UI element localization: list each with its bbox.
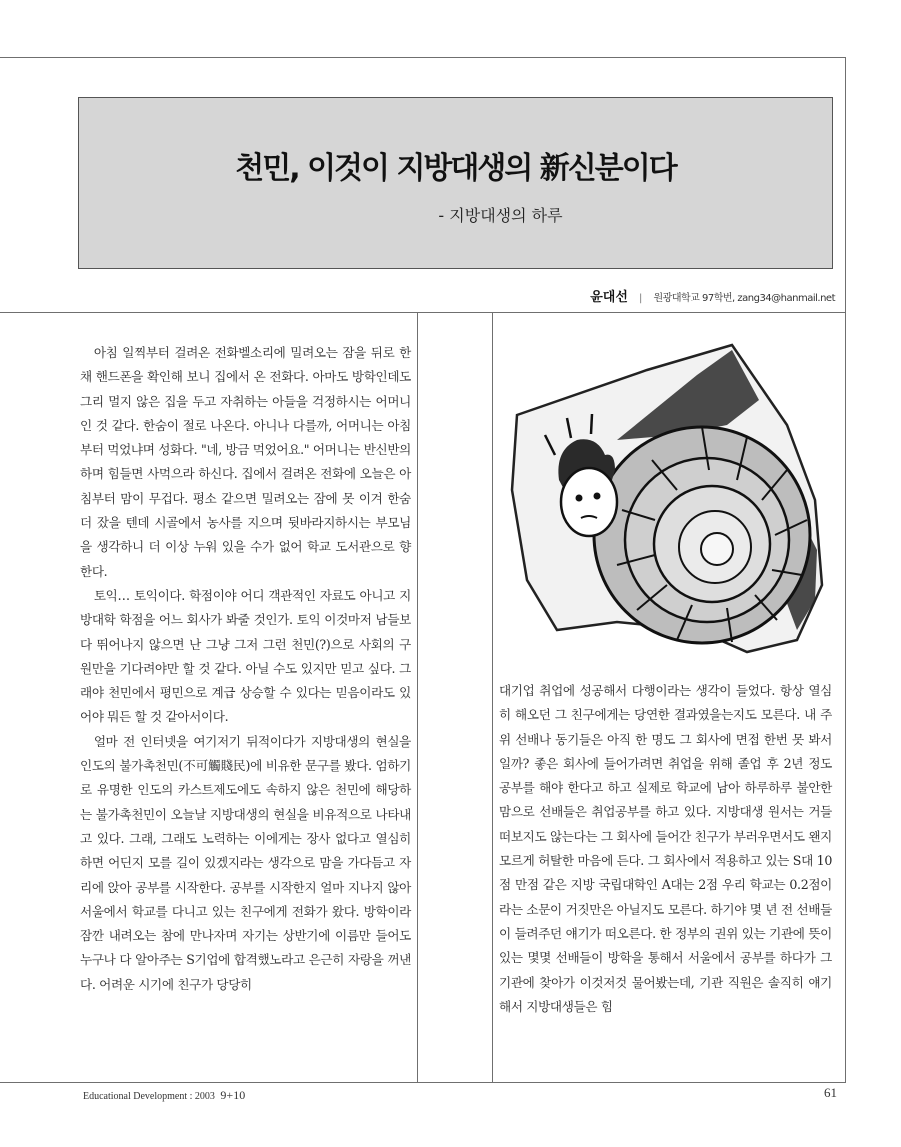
shell-core	[701, 533, 733, 565]
page-number: 61	[824, 1085, 837, 1100]
author-name: 윤대선	[590, 290, 628, 305]
boy-eye	[576, 495, 583, 502]
byline	[590, 286, 835, 305]
paragraph: 대기업 취업에 성공해서 다행이라는 생각이 들었다. 항상 열심히 해오던 그 친구에게는 당연한 결과였을는지도 모른다. 내 주위 선배나 동기들은 아직 한 명도 그 회사에 면접 한번 못 봐서일까? 좋은 회사에 들어가려면 취업을 위해 졸업 후 2년 정도 공부를 해야 한다고 하고 실제로 학교에 남아 하루하루 불안한 맘으로 선배들은 취업공부를 하고 있다. 지방대생 원서는 거들떠보지도 않는다는 그 회사에 들어간 친구가 부러우면서도 왠지 모르게 허탈한 마음에 든다. 그 회사에서 적용하고 있는 S대 10점 만점 같은 지방 국립대학인 A대는 2점 우리 학교는 0.2점이라는 소문이 거짓만은 아닐지도 모른다. 하기야 몇 년 전 선배들이 들려주던 얘기가 떠오른다. 한 정부의 권위 있는 기관에 뜻이 있는 몇몇 선배들이 방학을 통해서 서울에서 공부를 하다가 그 기관에 찾아가 이것저것 물어봤는데, 기관 직원은 솔직히 얘기해서 지방대생들은 힘	[499, 683, 832, 1014]
body-column-right	[499, 679, 832, 1019]
column-divider-right	[492, 312, 493, 1083]
journal-name: Educational Development : 2003	[83, 1091, 215, 1102]
column-divider-left	[417, 312, 418, 1083]
author-affiliation: 원광대학교 97학번, zang34@hanmail.net	[653, 293, 835, 304]
boy-face	[561, 468, 617, 536]
article-subtitle: - 지방대생의 하루	[438, 206, 563, 225]
byline-rule	[0, 312, 846, 313]
footer-journal	[83, 1088, 245, 1103]
title-box	[78, 97, 833, 269]
byline-separator: |	[639, 293, 643, 304]
boy-eye	[594, 493, 601, 500]
paragraph: 토익… 토익이다. 학점이야 어디 객관적인 자료도 아니고 지방대학 학점을 어느 회사가 봐줄 것인가. 토익 이것마저 남들보다 뛰어나지 않으면 난 그냥 그저 그런 천민(?)으로 사회의 구원만을 기다려야만 할 것 같다. 아닐 수도 있지만 믿고 싶다. 그래야 천민에서 평민으로 계급 상승할 수 있다는 믿음이라도 있어야 뭐든 할 것 같아서이다.	[80, 587, 411, 725]
snail-shell-illustration	[497, 330, 835, 660]
paragraph: 얼마 전 인터넷을 여기저기 뒤적이다가 지방대생의 현실을 인도의 불가촉천민(不可觸賤民)에 비유한 문구를 봤다. 엄하기로 유명한 인도의 카스트제도에도 속하지 않은 천민에 해당하는 불가촉천민이 오늘날 지방대생의 현실을 비유적으로 나타내고 있다. 그래, 그래도 노력하는 이에게는 장사 없다고 열심히 하면 어딘지 모를 길이 있겠지라는 생각으로 맘을 가다듬고 자리에 앉아 공부를 시작한다. 공부를 시작한지 얼마 지나지 않아 서울에서 학교를 다니고 있는 친구에게 전화가 왔다. 방학이라 잠깐 내려오는 참에 만나자며 자기는 상반기에 이름만 들어도 누구나 다 알아주는 S기업에 합격했노라고 은근히 자랑을 꺼낸다. 어려운 시기에 친구가 당당히	[80, 733, 411, 992]
body-column-left	[80, 341, 411, 997]
top-rule	[0, 57, 846, 58]
article-title: 천민, 이것이 지방대생의 新신분이다	[235, 151, 676, 186]
journal-issue: 9+10	[220, 1088, 246, 1102]
right-frame-rule	[845, 57, 846, 1083]
paragraph: 아침 일찍부터 걸려온 전화벨소리에 밀려오는 잠을 뒤로 한 채 핸드폰을 확인해 보니 집에서 온 전화다. 아마도 방학인데도 그리 멀지 않은 집을 두고 자취하는 아들을 걱정하시는 어머니인 것 같다. 한숨이 절로 나온다. 아니나 다를까, 어머니는 아침부터 먹었냐며 성화다. "네, 방금 먹었어요." 어머니는 반신반의하며 힘들면 사먹으라 하신다. 집에서 걸려온 전화에 오늘은 아침부터 맘이 무겁다. 평소 같으면 밀려오는 잠에 못 이겨 한숨 더 잤을 텐데 시골에서 농사를 지으며 뒷바라지하시는 부모님을 생각하니 더 이상 누워 있을 수가 없어 학교 도서관으로 향한다.	[80, 345, 411, 579]
bottom-rule	[0, 1082, 846, 1083]
